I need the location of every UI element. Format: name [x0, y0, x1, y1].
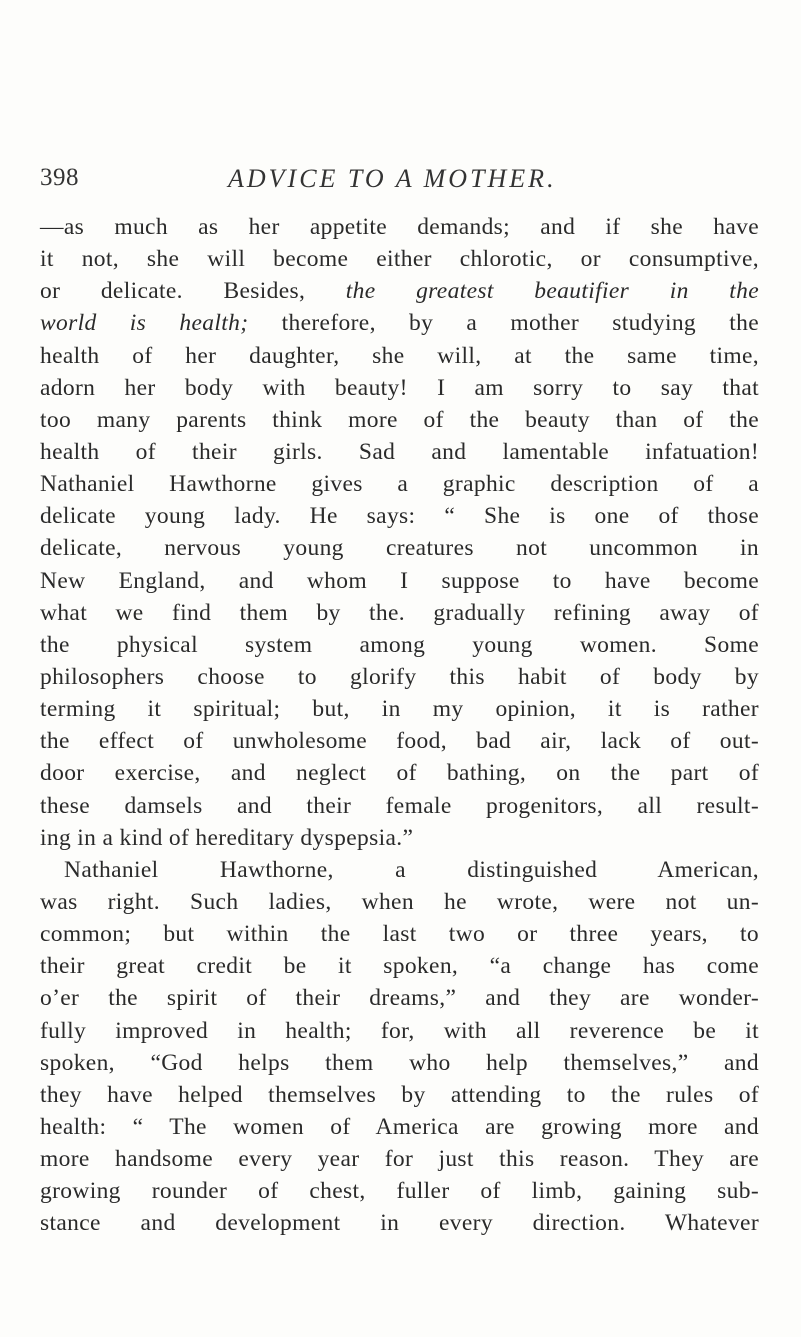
text-line: common; but within the last two or three years, to — [40, 921, 759, 948]
text-line: stance and development in every direction. Whatever — [40, 1210, 759, 1237]
text-line: delicate, nervous young creatures not uncommon in — [40, 535, 759, 562]
text-line — [40, 275, 759, 307]
text-line: door exercise, and neglect of bathing, on the part of — [40, 760, 759, 787]
text-line: delicate young lady. He says: “ She is one of those — [40, 503, 759, 530]
emphasis-text: the greatest beautifier in the — [345, 278, 759, 305]
body-text — [40, 211, 759, 1240]
text-line: more handsome every year for just this reason. They are — [40, 1146, 759, 1173]
text-line: was right. Such ladies, when he wrote, were not un- — [40, 888, 759, 915]
text-line: philosophers choose to glorify this habit of body by — [40, 663, 759, 690]
emphasis-text: world is health; — [40, 310, 249, 337]
text-line: these damsels and their female progenitors, all result- — [40, 792, 759, 819]
text-line: fully improved in health; for, with all reverence be it — [40, 1017, 759, 1044]
text-line: adorn her body with beauty! I am sorry to say that — [40, 374, 759, 401]
text-line: ing in a kind of hereditary dyspepsia.” — [40, 824, 414, 851]
text-line: —as much as her appetite demands; and if she have — [40, 214, 759, 240]
text-line: spoken, “God helps them who help themselves,” and — [40, 1049, 759, 1076]
text-line: terming it spiritual; but, in my opinion, it is rather — [40, 696, 759, 723]
text-line: health of their girls. Sad and lamentable infatuation! — [40, 438, 759, 465]
text-line: what we find them by the. gradually refining away of — [40, 599, 759, 626]
running-head: ADVICE TO A MOTHER. — [228, 164, 557, 193]
text-line: it not, she will become either chlorotic, or consumptive, — [40, 246, 759, 273]
text-line: the physical system among young women. Some — [40, 631, 759, 658]
text-line: too many parents think more of the beauty than of the — [40, 406, 759, 433]
text-line: health: “ The women of America are growing more and — [40, 1113, 759, 1140]
page-header — [40, 164, 760, 204]
page-number: 398 — [40, 164, 79, 191]
text-line — [40, 307, 759, 339]
text-line: Nathaniel Hawthorne, a distinguished American, — [64, 856, 759, 883]
text-line: o’er the spirit of their dreams,” and they are wonder- — [40, 985, 759, 1012]
text-line: the effect of unwholesome food, bad air, lack of out- — [40, 728, 759, 755]
text-line: New England, and whom I suppose to have become — [40, 567, 759, 594]
text-segment: or delicate. Besides, — [40, 278, 346, 305]
text-line: they have helped themselves by attending to the rules of — [40, 1081, 759, 1108]
text-line: health of her daughter, she will, at the same time, — [40, 342, 759, 369]
text-line: Nathaniel Hawthorne gives a graphic description of a — [40, 471, 759, 498]
text-line: growing rounder of chest, fuller of limb, gaining sub- — [40, 1178, 759, 1205]
text-line: their great credit be it spoken, “a change has come — [40, 953, 759, 980]
text-segment: therefore, by a mother studying the — [248, 310, 759, 337]
